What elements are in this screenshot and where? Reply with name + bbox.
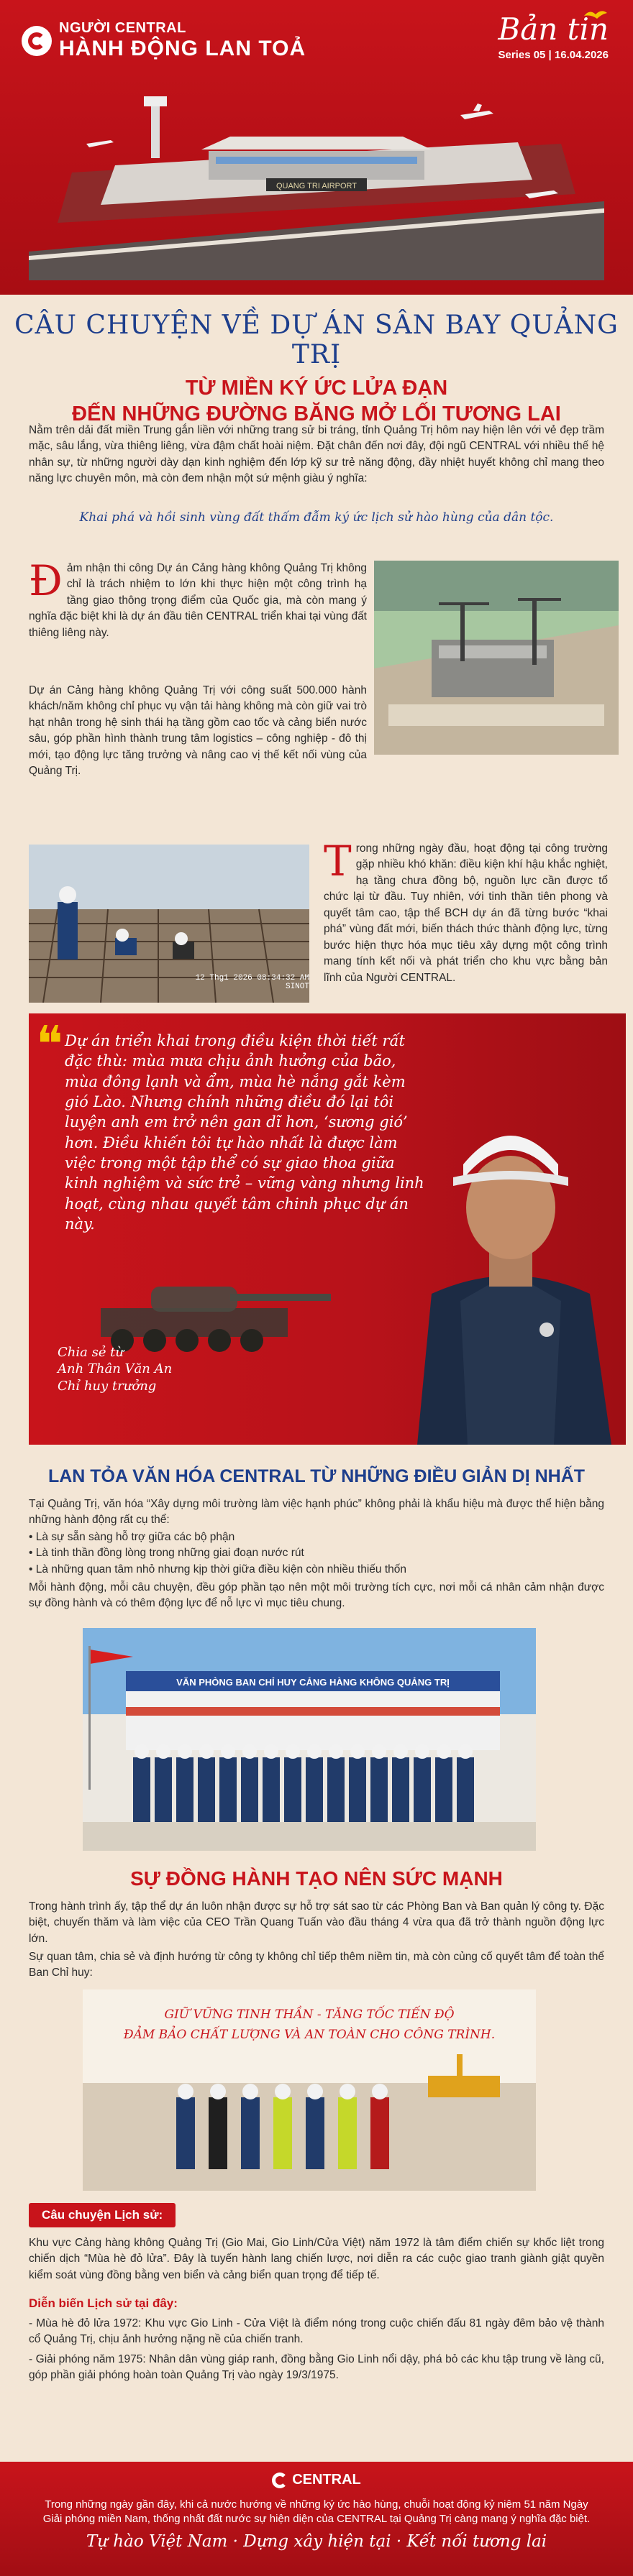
airport-sign: QUANG TRI AIRPORT bbox=[275, 182, 358, 190]
newsletter-title-block bbox=[498, 13, 609, 61]
story-p3-text: rong những ngày đầu, hoạt động tại công trường gặp nhiều khó khăn: điều kiện khí hậu khắc nghiệt, hạ tầng chưa đồng bộ, nguồn lực cần được tổ chức lại từ đầu. Tuy nhiên, với tinh thần tiên phong và quyết tâm cao, tập thể BCH dự án đã từng bước “khai phá” vùng đất mới, biến thách thức thành động lực, từng bước hiện thực hóa mục tiêu xây dựng một công trình mang tính kết nối và phát triển cho khu vực bằng bản lĩnh của Người CENTRAL. bbox=[324, 842, 608, 984]
support-section-title: SỰ ĐỒNG HÀNH TẠO NÊN SỨC MẠNH bbox=[130, 1867, 503, 1890]
history-item-1975: - Giải phóng năm 1975: Nhân dân vùng giáp ranh, đồng bằng Gio Linh nổi dậy, phá bỏ các khu tập trung về làng cũ, góp phần giải phóng hoàn toàn Quảng Trị vào ngày 19/3/1975. bbox=[29, 2353, 604, 2382]
quote-mark-icon: ❝ bbox=[36, 1015, 63, 1074]
hero-header bbox=[0, 0, 633, 295]
signature-name: Anh Thân Văn An bbox=[58, 1361, 173, 1377]
story-kicker: CÂU CHUYỆN VỀ DỰ ÁN SÂN BAY QUẢNG TRỊ bbox=[14, 310, 619, 369]
culture-bullet: • Là sự sẵn sàng hỗ trợ giữa các bộ phận bbox=[29, 1530, 604, 1545]
slogan-line-2: ĐẢM BẢO CHẤT LƯỢNG VÀ AN TOÀN CHO CÔNG TRÌNH. bbox=[123, 2028, 496, 2042]
support-paragraph-1: Trong hành trình ấy, tập thể dự án luôn nhận được sự hỗ trợ sát sao từ các Phòng Ban và Ban quản lý công ty. Đặc biệt, chuyến thăm và làm việc của CEO Trần Quang Tuấn vào đầu tháng 4 vừa qua đã trở thành nguồn động lực lớn. bbox=[29, 1900, 604, 1945]
quote-text: Dự án triển khai trong điều kiện thời tiết rất đặc thù: mùa mưa chịu ảnh hưởng của bão, mùa đông lạnh và ẩm, mùa hè nắng gắt kèm gió Lào. Nhưng chính những điều đó lại tôi luyện anh em trở nên gan dĩ hơn, ‘sương gió’ hơn. Điều khiến tôi tự hào nhất là được làm việc trong một tập thể có sự giao thoa giữa kinh nghiệm và sức trẻ – vững vàng nhưng linh hoạt, cùng nhau quyết tâm chinh phục dự án này. bbox=[65, 1032, 424, 1233]
story-p1-text: ảm nhận thi công Dự án Cảng hàng không Quảng Trị không chỉ là trách nhiệm to lớn khi thực hiện một công trình hạ tầng giao thông trọng điểm của Quốc gia, mà còn mang ý nghĩa đặc biệt khi là dự án đầu tiên CENTRAL triển khai tại vùng đất thiêng liêng này. bbox=[29, 562, 367, 639]
culture-intro: Tại Quảng Trị, văn hóa “Xây dựng môi trường làm việc hạnh phúc” không phải là khẩu hiệu mà được thể hiện bằng những hành động rất cụ thể: bbox=[29, 1498, 604, 1527]
headline-line-2: ĐẾN NHỮNG ĐƯỜNG BĂNG MỞ LỐI TƯƠNG LAI bbox=[72, 402, 561, 426]
central-logo-icon bbox=[272, 2472, 288, 2488]
commander-quote-block bbox=[29, 1013, 626, 1445]
commander-portrait bbox=[403, 1057, 619, 1445]
brand-line-1: NGƯỜI CENTRAL bbox=[59, 20, 186, 36]
history-paragraph: Khu vực Cảng hàng không Quảng Trị (Gio Mai, Gio Linh/Cửa Việt) năm 1972 là tâm điểm chiến sự khốc liệt trong chiến dịch “Mùa hè đỏ lửa”. Đây là tuyến hành lang chiến lược, nơi diễn ra các cuộc giao tranh giành giật quyền kiểm soát vùng đồng bằng ven biển và cảng biển quan trọng để tiếp tế. bbox=[29, 2237, 604, 2281]
dropcap-t: T bbox=[324, 837, 352, 886]
photo-timestamp-line-1: 12 Thg1 2026 08:34:32 AM bbox=[195, 974, 309, 983]
brand-line-2: HÀNH ĐỘNG LAN TOẢ bbox=[59, 37, 306, 60]
central-logo-icon bbox=[22, 26, 52, 56]
support-paragraph-2: Sự quan tâm, chia sẻ và định hướng từ công ty không chỉ tiếp thêm niềm tin, mà còn củng cố quyết tâm để toàn thể Ban Chỉ huy: bbox=[29, 1951, 604, 1979]
story-paragraph-1 bbox=[29, 556, 367, 641]
history-subtitle: Diễn biến Lịch sử tại đây: bbox=[29, 2296, 178, 2310]
construction-site-photo bbox=[374, 561, 619, 755]
signature-title: Chỉ huy trưởng bbox=[58, 1378, 157, 1394]
headline-line-1: TỪ MIỀN KÝ ỨC LỬA ĐẠN bbox=[185, 377, 448, 400]
footer-logo bbox=[272, 2472, 361, 2488]
footer-text: Trong những ngày gần đây, khi cả nước hướng về những ký ức hào hùng, chuỗi hoạt động kỷ niệm 51 năm Ngày Giải phóng miền Nam, thống nhất đất nước sự hiện diện của CENTRAL tại Quảng Trị càng mang ý nghĩa đặc biệt. bbox=[42, 2498, 591, 2525]
story-paragraph-2: Dự án Cảng hàng không Quảng Trị với công suất 500.000 hành khách/năm không chỉ phục vụ vận tải hàng không mà còn giữ vai trò hạt nhân trong hệ sinh thái hạ tầng gồm cao tốc và cảng biển nước sâu, góp phần hình thành trung tâm logistics – công nghiệp - đô thị mới, tạo động lực tăng trưởng và nâng cao vị thế kết nối vùng của Quảng Trị. bbox=[29, 684, 367, 778]
culture-bullet: • Là tinh thần đồng lòng trong những giai đoạn nước rút bbox=[29, 1545, 604, 1561]
intro-paragraph: Nằm trên dải đất miền Trung gắn liền với những trang sử bi tráng, tỉnh Quảng Trị hôm nay hiện lên với vẻ đẹp trầm mặc, sâu lắng, vừa thiêng liêng, vừa đậm chất hoài niệm. Đặt chân đến nơi đây, đội ngũ CENTRAL với nhiều thế hệ nhân sự, từ những người dày dạn kinh nghiệm đến lớp kỹ sư trẻ năng động, đầy nhiệt huyết không chỉ mang theo năng lực chuyên môn, mà còn đem nhận một sứ mệnh giàu ý nghĩa: bbox=[29, 424, 604, 485]
footer-motto: Tự hào Việt Nam · Dựng xây hiện tại · Kết nối tương lai bbox=[86, 2532, 547, 2551]
office-banner-text: VĂN PHÒNG BAN CHỈ HUY CẢNG HÀNG KHÔNG QUẢNG TRỊ bbox=[176, 1677, 450, 1688]
quote-signature bbox=[58, 1344, 172, 1394]
culture-section-title: LAN TỎA VĂN HÓA CENTRAL TỪ NHỮNG ĐIỀU GIẢN DỊ NHẤT bbox=[47, 1466, 586, 1486]
signature-intro: Chia sẻ từ bbox=[58, 1345, 124, 1360]
culture-bullet: • Là những quan tâm nhỏ nhưng kịp thời giữa điều kiện còn nhiều thiếu thốn bbox=[29, 1562, 604, 1578]
airport-illustration bbox=[29, 86, 604, 280]
mission-line: Khai phá và hồi sinh vùng đất thấm đẫm ký ức lịch sử hào hùng của dân tộc. bbox=[79, 510, 554, 525]
newsletter-title: Bản tin bbox=[498, 12, 609, 47]
ceo-visit-photo bbox=[83, 1990, 536, 2191]
footer-logo-text: CENTRAL bbox=[292, 2472, 361, 2488]
dropcap-d: Đ bbox=[29, 556, 63, 605]
history-item-1972: - Mùa hè đỏ lửa 1972: Khu vực Gio Linh - Cửa Việt là điểm nóng trong cuộc chiến đấu 81 ngày đêm bảo vệ thành cổ Quảng Trị, chịu ảnh hưởng nặng nề của chiến tranh. bbox=[29, 2317, 604, 2346]
brand-block bbox=[22, 20, 306, 61]
photo-timestamp-line-2: SINOT bbox=[285, 983, 309, 991]
intro-title-block bbox=[0, 310, 633, 428]
team-office-photo bbox=[83, 1628, 536, 1851]
series-date: Series 05 | 16.04.2026 bbox=[498, 49, 609, 62]
footer bbox=[0, 2462, 633, 2576]
culture-bullet-list bbox=[29, 1530, 604, 1578]
culture-closing: Mỗi hành động, mỗi câu chuyện, đều góp phần tạo nên một môi trường tích cực, nơi mỗi cá nhân cảm nhận được sự đồng hành và có thêm động lực để nỗ lực vì mục tiêu chung. bbox=[29, 1581, 604, 1610]
story-paragraph-3 bbox=[324, 837, 608, 986]
history-label: Câu chuyện Lịch sử: bbox=[29, 2203, 176, 2227]
slogan-line-1: GIỮ VỮNG TINH THẦN - TĂNG TỐC TIẾN ĐỘ bbox=[164, 2007, 455, 2022]
